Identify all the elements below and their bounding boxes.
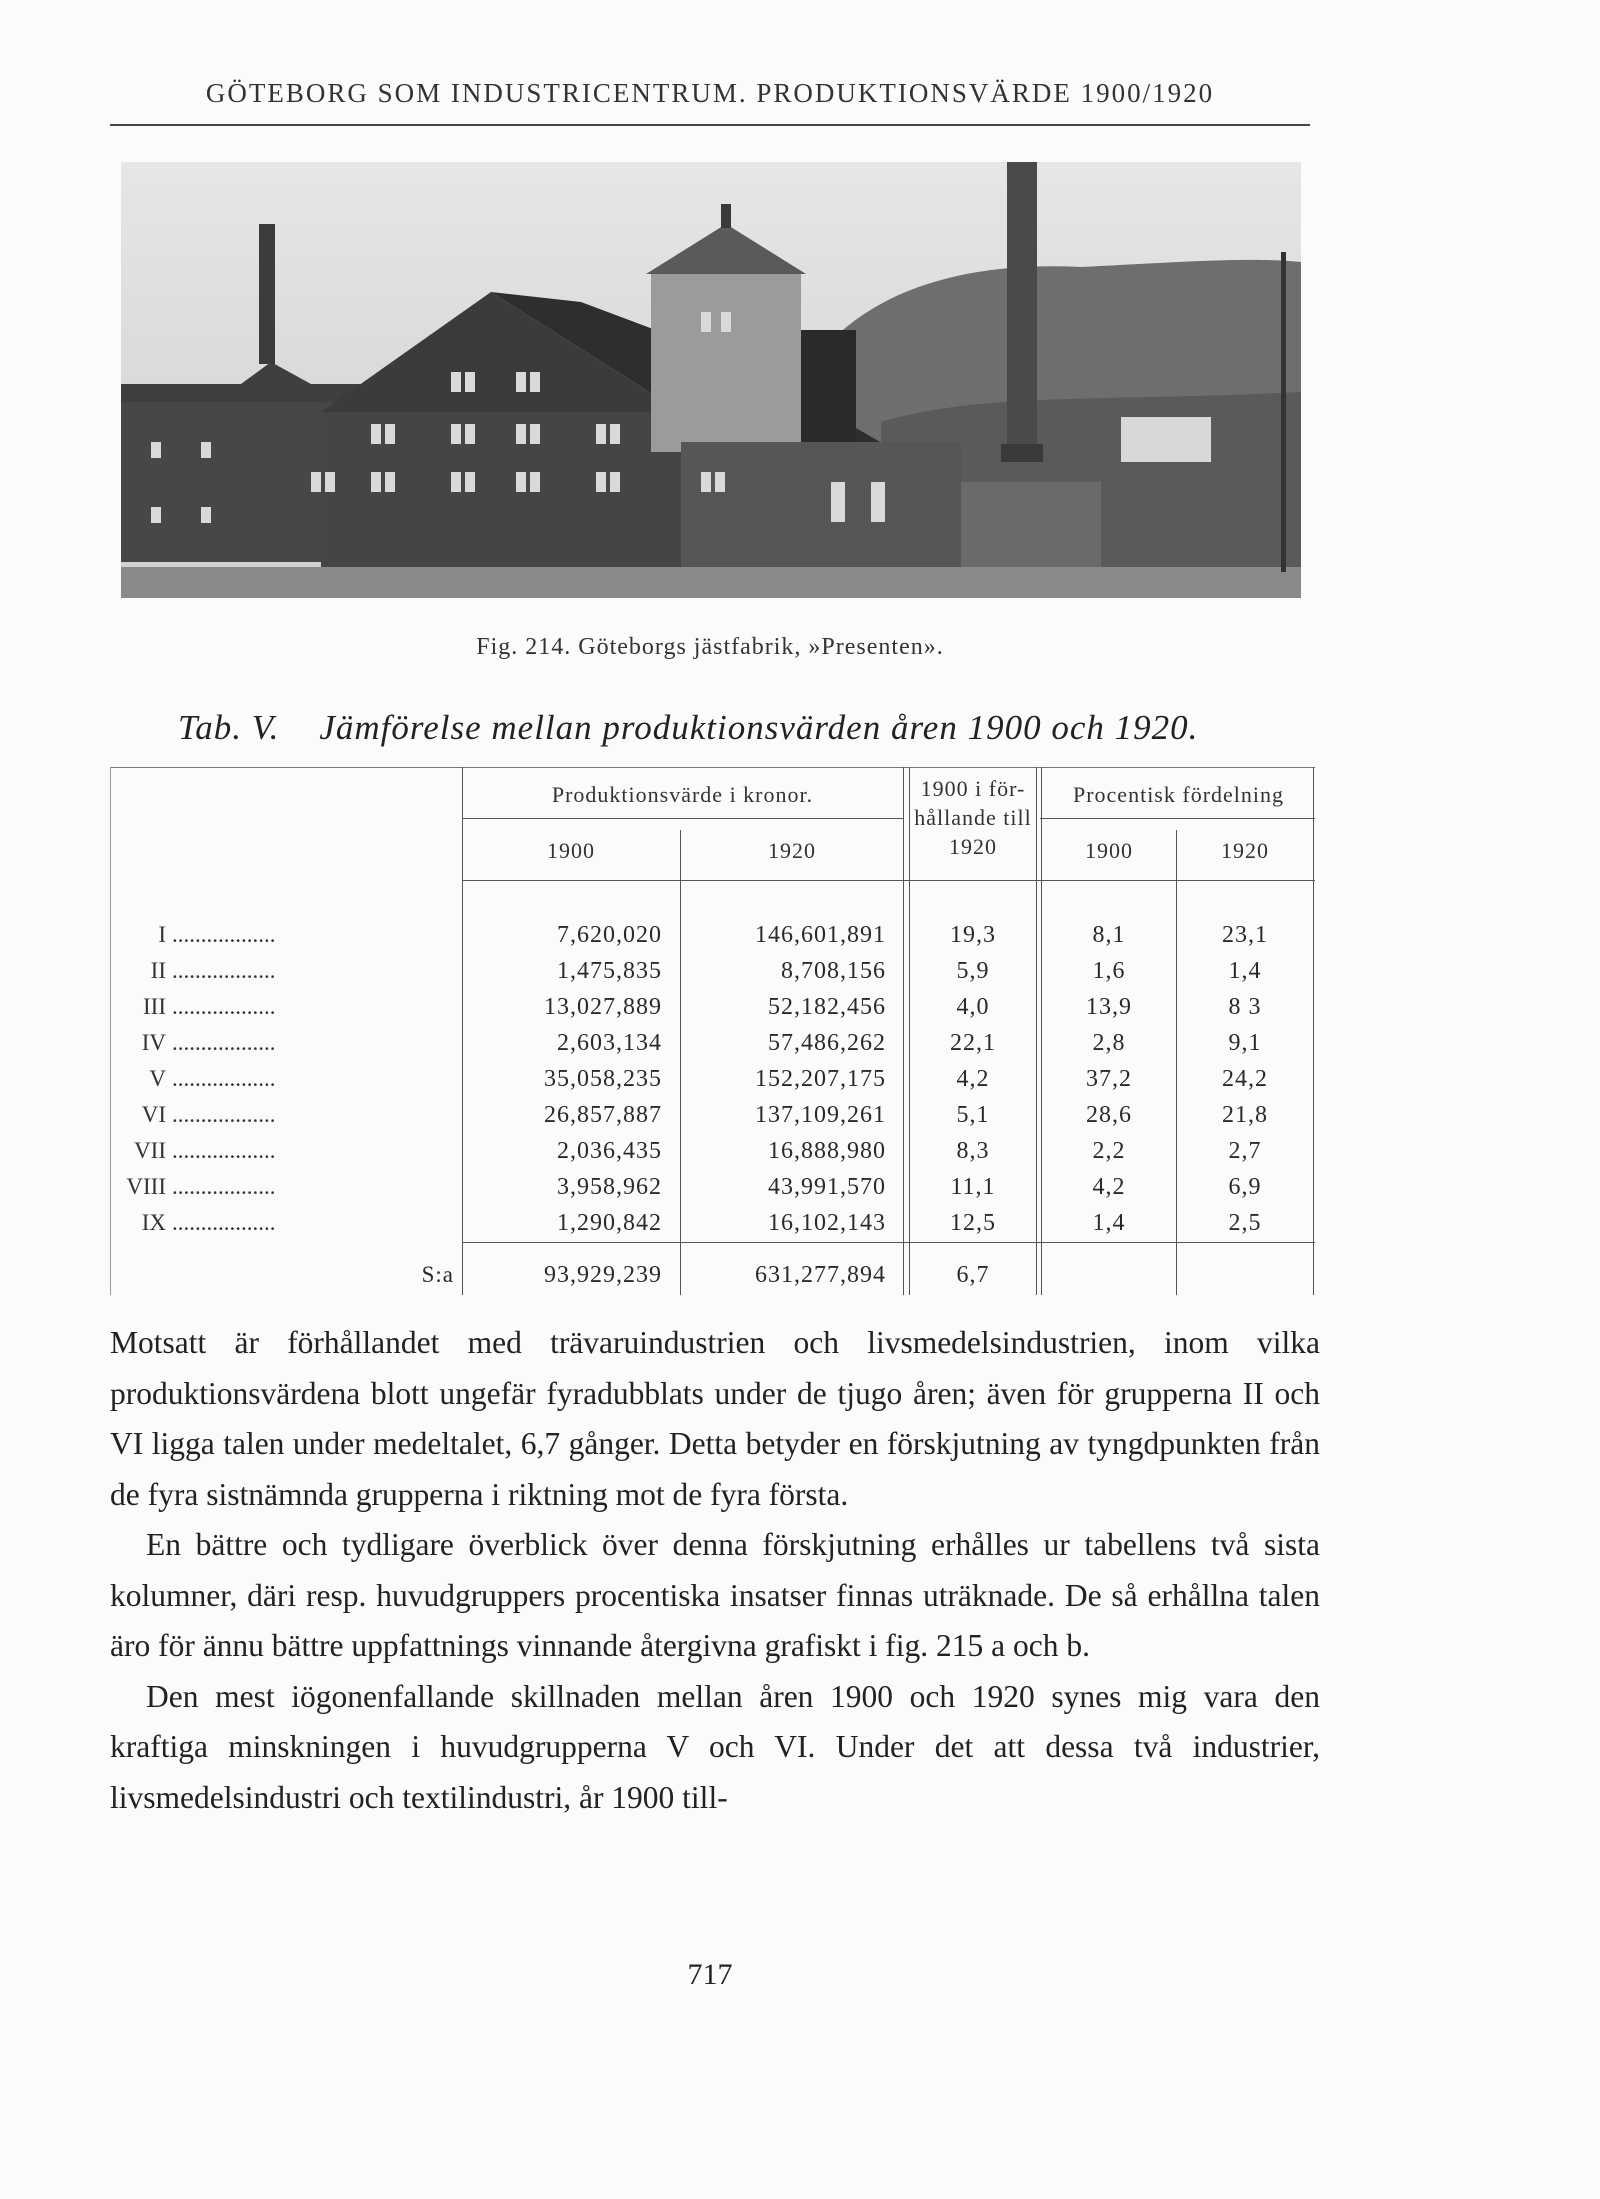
cell-value-1920: 52,182,456 (768, 994, 886, 1020)
cell-pct-1900: 28,6 (1086, 1102, 1132, 1128)
cell-ratio: 19,3 (950, 922, 996, 948)
body-text (110, 1318, 1320, 1823)
table-title (178, 708, 1278, 748)
cell-value-1920: 16,102,143 (768, 1210, 886, 1236)
cell-pct-1900: 2,8 (1092, 1030, 1126, 1056)
cell-pct-1920: 24,2 (1222, 1066, 1268, 1092)
cell-value-1900: 1,475,835 (557, 958, 662, 984)
figure-caption: Fig. 214. Göteborgs jästfabrik, »Presenten». (476, 634, 944, 660)
cell-ratio: 22,1 (950, 1030, 996, 1056)
table-top-rule (110, 767, 1315, 768)
cell-pct-1900: 2,2 (1092, 1138, 1126, 1164)
header-production-value: Produktionsvärde i kronor. (551, 782, 814, 807)
percent-header-rule (1040, 818, 1315, 819)
cell-pct-1920: 21,8 (1222, 1102, 1268, 1128)
cell-ratio: 11,1 (950, 1174, 996, 1200)
sum-label: S:a (421, 1262, 454, 1287)
header-1900: 1900 (547, 838, 595, 863)
row-group-label: VIII .................. (126, 1174, 276, 1199)
right-rule (1313, 767, 1314, 1295)
cell-pct-1900: 8,1 (1092, 922, 1126, 948)
row-group-label: V .................. (149, 1066, 276, 1091)
sum-value-1920: 631,277,894 (755, 1262, 886, 1288)
cell-pct-1920: 2,5 (1228, 1210, 1262, 1236)
table-title-text: Jämförelse mellan produktionsvärden åren 1900 och 1920. (319, 708, 1199, 747)
page-number: 717 (687, 1958, 733, 1991)
cell-value-1900: 13,027,889 (544, 994, 662, 1020)
col-rule-4a (1036, 767, 1037, 1295)
cell-value-1920: 57,486,262 (768, 1030, 886, 1056)
cell-pct-1900: 4,2 (1092, 1174, 1126, 1200)
cell-value-1920: 43,991,570 (768, 1174, 886, 1200)
row-group-label: VII .................. (134, 1138, 276, 1163)
cell-ratio: 4,2 (956, 1066, 990, 1092)
cell-value-1920: 146,601,891 (755, 922, 886, 948)
cell-value-1920: 137,109,261 (755, 1102, 886, 1128)
paragraph: Den mest iögonenfallande skillnaden mellan åren 1900 och 1920 synes mig vara den kraftiga minskningen i huvudgrupperna V och VI. Under det att dessa två industrier, livsmedelsindustri och textilindustri, år 1900 till- (110, 1678, 1320, 1815)
header-percent: Procentisk fördelning (1072, 782, 1285, 807)
header-bottom-rule (462, 880, 1315, 881)
value-header-rule (462, 818, 904, 819)
factory-photo (121, 162, 1301, 598)
header-pct-1920: 1920 (1221, 838, 1269, 863)
sum-rule (462, 1242, 1315, 1243)
cell-pct-1920: 6,9 (1228, 1174, 1262, 1200)
cell-pct-1900: 13,9 (1086, 994, 1132, 1020)
cell-value-1900: 3,958,962 (557, 1174, 662, 1200)
cell-pct-1920: 1,4 (1228, 958, 1262, 984)
cell-ratio: 5,9 (956, 958, 990, 984)
running-header: GÖTEBORG SOM INDUSTRICENTRUM. PRODUKTIONSVÄRDE 1900/1920 (205, 78, 1215, 108)
paragraph: En bättre och tydligare överblick över denna förskjutning erhålles ur tabellens två sista kolumner, däri resp. huvudgruppers procentiska insatser finnas uträknade. De så erhållna talen äro för ännu bättre uppfattnings vinnande återgivna grafiskt i fig. 215 a och b. (110, 1527, 1320, 1663)
row-group-label: IX .................. (141, 1210, 276, 1235)
cell-pct-1900: 1,6 (1092, 958, 1126, 984)
cell-pct-1920: 2,7 (1228, 1138, 1262, 1164)
cell-pct-1920: 9,1 (1228, 1030, 1262, 1056)
cell-ratio: 4,0 (956, 994, 990, 1020)
cell-value-1900: 7,620,020 (557, 922, 662, 948)
row-group-label: II .................. (150, 958, 276, 983)
header-1920: 1920 (768, 838, 816, 863)
cell-value-1900: 2,603,134 (557, 1030, 662, 1056)
cell-value-1920: 152,207,175 (755, 1066, 886, 1092)
header-pct-1900: 1900 (1085, 838, 1133, 863)
cell-value-1900: 1,290,842 (557, 1210, 662, 1236)
factory-illustration (121, 162, 1301, 598)
comparison-table (110, 760, 1315, 1295)
cell-value-1900: 35,058,235 (544, 1066, 662, 1092)
col-rule-3a (903, 767, 904, 1295)
row-group-label: IV .................. (141, 1030, 276, 1055)
cell-pct-1900: 37,2 (1086, 1066, 1132, 1092)
row-group-label: VI .................. (141, 1102, 276, 1127)
sum-ratio: 6,7 (956, 1262, 990, 1288)
cell-pct-1900: 1,4 (1092, 1210, 1126, 1236)
cell-value-1920: 16,888,980 (768, 1138, 886, 1164)
cell-value-1900: 26,857,887 (544, 1102, 662, 1128)
cell-ratio: 12,5 (950, 1210, 996, 1236)
cell-ratio: 8,3 (956, 1138, 990, 1164)
cell-pct-1920: 23,1 (1222, 922, 1268, 948)
paragraph: Motsatt är förhållandet med trävaruindustrien och livsmedelsindustrien, inom vilka produktionsvärdena blott ungefär fyradubblats under de tjugo åren; även för grupperna II och VI ligga talen under medeltalet, 6,7 gånger. Detta betyder en förskjutning av tyngdpunkten från de fyra sistnämnda grupperna i riktning mot de fyra första. (110, 1325, 1320, 1512)
cell-pct-1920: 8 3 (1228, 994, 1262, 1020)
row-group-label: III .................. (143, 994, 276, 1019)
cell-ratio: 5,1 (956, 1102, 990, 1128)
cell-value-1900: 2,036,435 (557, 1138, 662, 1164)
header-ratio: 1900 i för-hållande till 1920 (914, 776, 1032, 859)
sum-value-1900: 93,929,239 (544, 1262, 662, 1288)
row-group-label: I .................. (158, 922, 276, 947)
header-rule (110, 124, 1310, 126)
table-label: Tab. V. (178, 708, 280, 747)
cell-value-1920: 8,708,156 (781, 958, 886, 984)
